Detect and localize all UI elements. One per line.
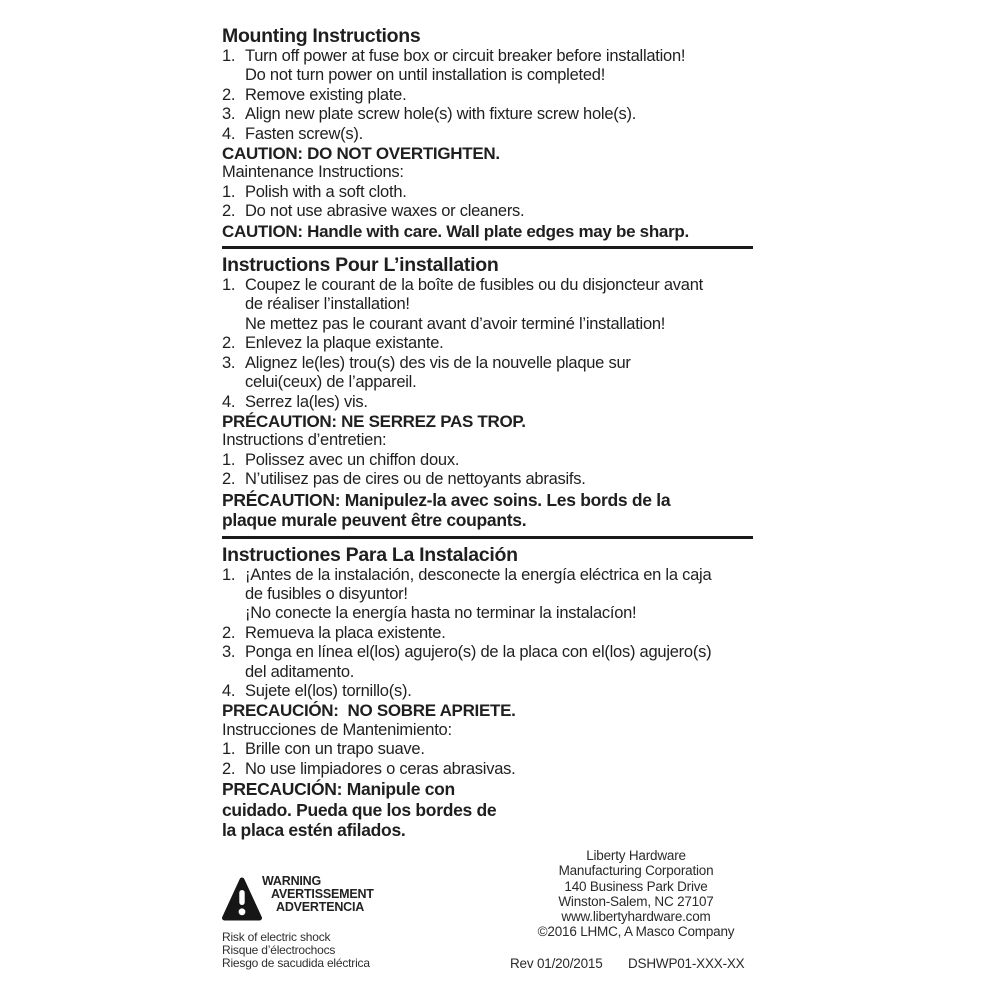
section-divider (222, 536, 753, 539)
step-number: 1. (222, 47, 236, 65)
step-text: celui(ceux) de l’appareil. (245, 373, 417, 392)
step-text: de réaliser l’installation! (245, 295, 410, 314)
step-text: Align new plate screw hole(s) with fixture screw hole(s). (245, 105, 637, 124)
list-item (222, 86, 753, 105)
step-number: 2. (222, 85, 236, 104)
step-text: Turn off power at fuse box or circuit breaker before installation! (245, 47, 686, 65)
list-item (222, 740, 753, 759)
caution-line: plaque murale peuvent être coupants. (222, 510, 527, 531)
step-text: Enlevez la plaque existante. (245, 334, 444, 353)
step-text: Remove existing plate. (245, 85, 407, 104)
warning-label-en: WARNING (262, 874, 322, 888)
list-item (222, 470, 753, 489)
step-number (222, 604, 245, 623)
caution-line: la placa estén afilados. (222, 820, 406, 841)
list-item (222, 624, 753, 643)
step-number (222, 373, 245, 392)
step-number: 2. (222, 623, 236, 642)
step-number: 2. (222, 334, 236, 353)
warning-labels (222, 875, 422, 915)
section-divider (222, 246, 753, 249)
step-number: 4. (222, 124, 236, 143)
step-number (222, 315, 245, 334)
caution-sharp-edges: CAUTION: Handle with care. Wall plate edges may be sharp. (222, 221, 689, 241)
step-text: ¡Antes de la instalación, desconecte la energía eléctrica en la caja (245, 565, 712, 584)
list-item (222, 663, 753, 682)
step-text: Brille con un trapo suave. (245, 740, 425, 759)
step-number: 1. (222, 182, 236, 201)
shock-line-en: Risk of electric shock (222, 930, 331, 944)
step-text: Polissez avec un chiffon doux. (245, 450, 460, 469)
step-number: 1. (222, 450, 236, 469)
step-text: ¡No conecte la energía hasta no terminar la instalacíon! (245, 604, 637, 623)
copyright: ©2016 LHMC, A Masco Company (537, 924, 735, 940)
revision-date: Rev 01/20/2015 (510, 956, 603, 971)
company-name: Liberty Hardware (586, 848, 686, 863)
step-text: N’utilisez pas de cires ou de nettoyants abrasifs. (245, 470, 586, 489)
list-item (222, 202, 753, 221)
step-text: Coupez le courant de la boîte de fusibles ou du disjoncteur avant (245, 276, 703, 295)
caution-overtighten-fr: PRÉCAUTION: NE SERREZ PAS TROP. (222, 411, 526, 431)
step-number (222, 66, 245, 85)
maintenance-title-fr: Instructions d’entretien: (222, 431, 387, 450)
caution-sharp-edges-fr (222, 490, 753, 531)
french-section (222, 255, 753, 530)
section-title-french: Instructions Pour L’installation (222, 254, 499, 277)
step-number (222, 295, 245, 314)
company-address-block (518, 848, 754, 940)
step-number: 2. (222, 470, 236, 489)
step-number: 1. (222, 565, 236, 584)
list-item (222, 315, 753, 334)
step-text: de fusibles o disyuntor! (245, 584, 408, 603)
shock-line-es: Riesgo de sacudida eléctrica (222, 956, 370, 971)
step-number: 4. (222, 392, 236, 411)
step-number: 4. (222, 681, 236, 700)
list-item (222, 760, 753, 779)
list-item (222, 354, 753, 373)
list-item (222, 295, 753, 314)
step-number: 1. (222, 276, 236, 295)
list-item (222, 585, 753, 604)
company-website: www.libertyhardware.com (561, 909, 711, 925)
list-item (222, 566, 753, 585)
section-title-spanish: Instructiones Para La Instalación (222, 543, 518, 566)
list-item (222, 393, 753, 412)
list-item (222, 373, 753, 392)
list-item (222, 451, 753, 470)
step-text: Serrez la(les) vis. (245, 392, 368, 411)
list-item (222, 682, 753, 701)
warning-label-es: ADVERTENCIA (276, 900, 365, 915)
caution-sharp-edges-es (222, 779, 753, 841)
step-text: Sujete el(los) tornillo(s). (245, 681, 412, 700)
step-text: del aditamento. (245, 662, 355, 681)
list-item (222, 183, 753, 202)
step-text: Polish with a soft cloth. (245, 182, 407, 201)
list-item (222, 125, 753, 144)
caution-overtighten-es: PRECAUCIÓN: NO SOBRE APRIETE. (222, 701, 516, 721)
list-item (222, 334, 753, 353)
step-number: 3. (222, 353, 236, 372)
maintenance-title-es: Instrucciones de Mantenimiento: (222, 720, 452, 739)
step-number: 3. (222, 643, 236, 662)
warning-label-fr: AVERTISSEMENT (271, 887, 374, 902)
electric-shock-notice (222, 931, 370, 971)
company-street: 140 Business Park Drive (564, 878, 708, 894)
shock-line-fr: Risque d’électrochocs (222, 943, 336, 958)
list-item (222, 643, 753, 662)
list-item (222, 105, 753, 124)
part-number: DSHWP01-XXX-XX (628, 956, 745, 971)
instruction-sheet (222, 26, 753, 841)
caution-line: PRECAUCIÓN: Manipule con (222, 779, 455, 799)
caution-line: PRÉCAUTION: Manipulez-la avec soins. Les bords de la (222, 489, 671, 510)
company-name-2: Manufacturing Corporation (558, 863, 714, 879)
step-text: Do not turn power on until installation is completed! (245, 66, 606, 85)
step-text: Remueva la placa existente. (245, 623, 446, 642)
step-text: Alignez le(les) trou(s) des vis de la nouvelle plaque sur (245, 353, 631, 372)
list-item (222, 47, 753, 66)
step-text: Do not use abrasive waxes or cleaners. (245, 202, 525, 221)
step-number: 3. (222, 105, 236, 124)
step-text: Fasten screw(s). (245, 124, 363, 143)
step-number: 1. (222, 740, 236, 759)
step-number (222, 585, 245, 604)
caution-line: cuidado. Pueda que los bordes de (222, 799, 497, 820)
maintenance-title: Maintenance Instructions: (222, 163, 404, 182)
step-text: Ne mettez pas le courant avant d’avoir terminé l’installation! (245, 314, 666, 333)
step-number: 2. (222, 759, 236, 778)
list-item (222, 276, 753, 295)
company-city: Winston-Salem, NC 27107 (558, 893, 714, 909)
list-item (222, 604, 753, 623)
section-title-english: Mounting Instructions (222, 25, 421, 47)
step-text: Ponga en línea el(los) agujero(s) de la placa con el(los) agujero(s) (245, 643, 712, 662)
english-section (222, 26, 753, 241)
caution-overtighten: CAUTION: DO NOT OVERTIGHTEN. (222, 144, 500, 164)
step-number (222, 663, 245, 682)
step-text: No use limpiadores o ceras abrasivas. (245, 759, 516, 778)
spanish-section (222, 545, 753, 842)
list-item (222, 66, 753, 85)
step-number: 2. (222, 202, 236, 221)
